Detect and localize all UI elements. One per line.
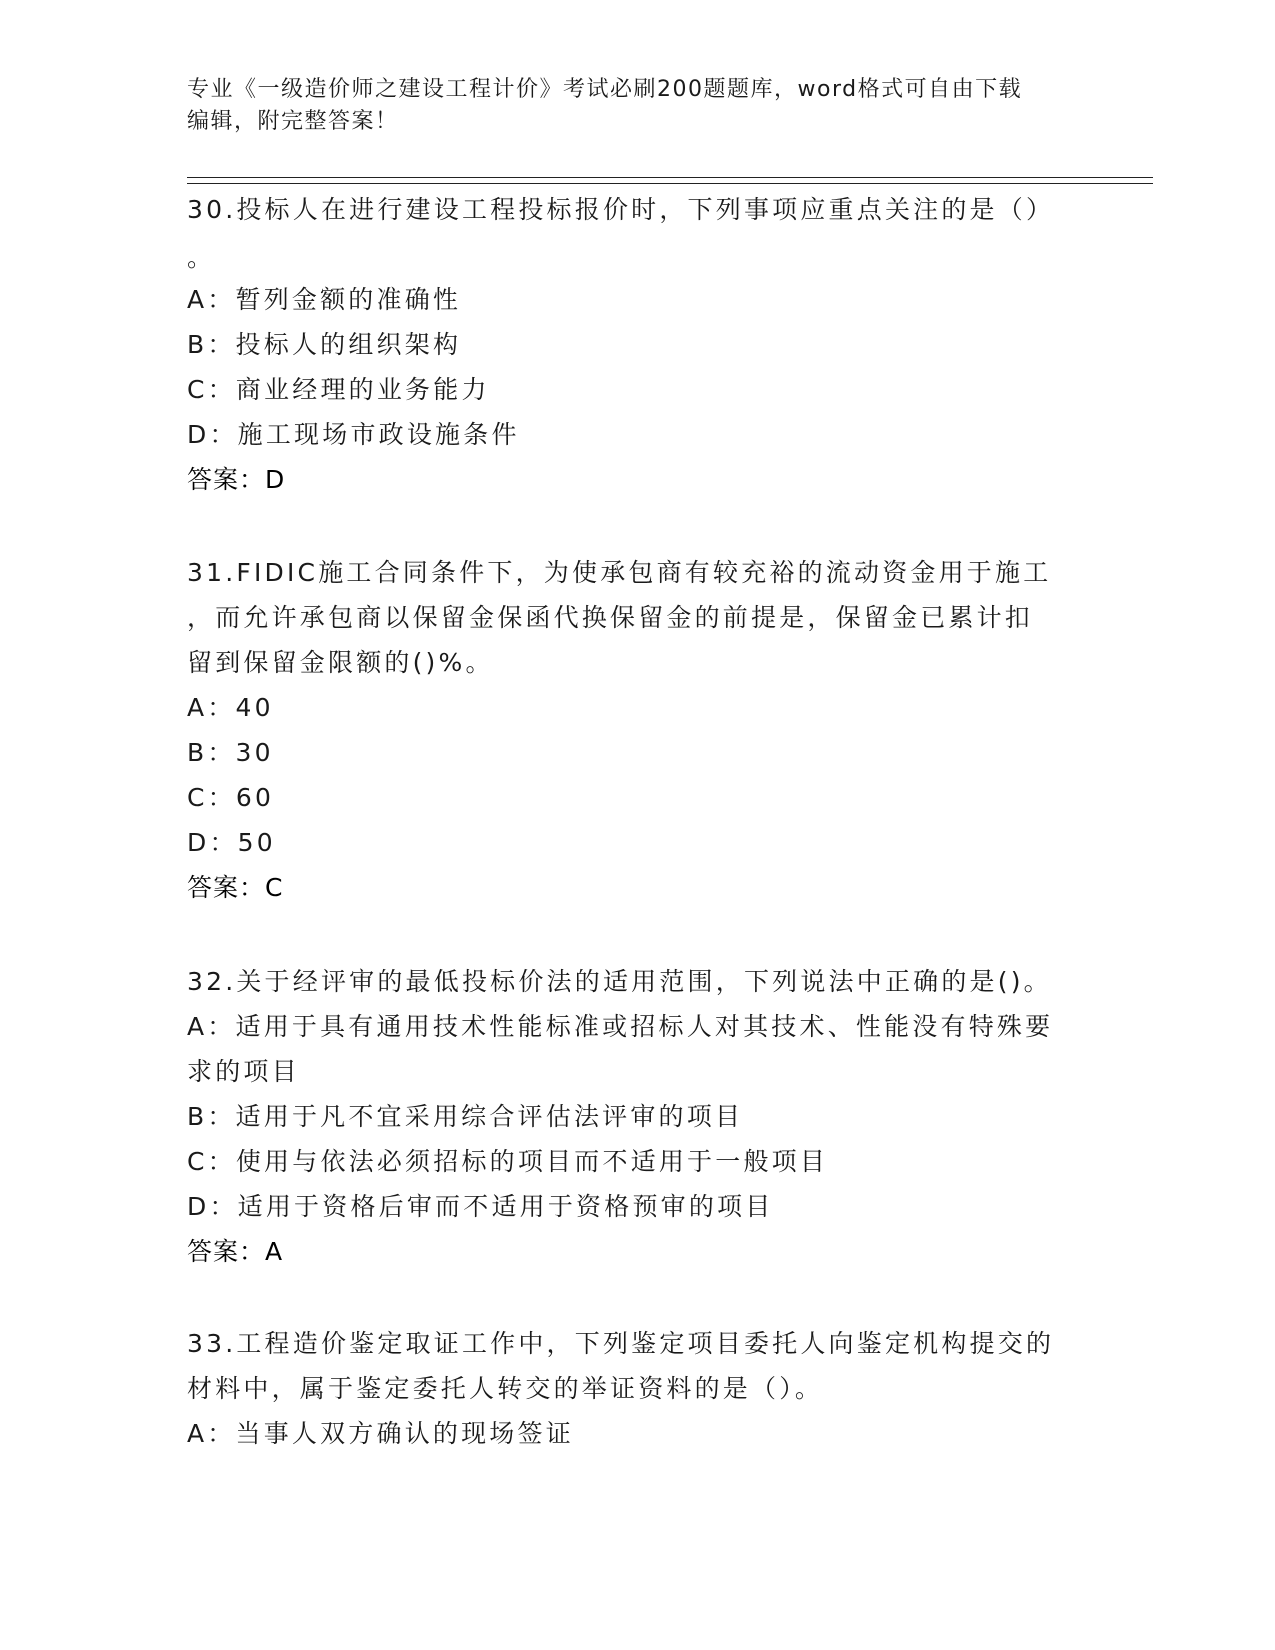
question-31-stem-line-3: 留到保留金限额的()%。 [187, 648, 494, 677]
question-32-option-a-line-2: 求的项目 [187, 1057, 300, 1086]
question-32-option-d: D：适用于资格后审而不适用于资格预审的项目 [187, 1192, 774, 1221]
question-33-option-a: A：当事人双方确认的现场签证 [187, 1419, 574, 1448]
question-31-answer: 答案：C [187, 873, 284, 902]
question-32-stem-line-1: 32.关于经评审的最低投标价法的适用范围，下列说法中正确的是()。 [187, 967, 1052, 996]
header-divider-top [187, 177, 1153, 178]
question-31-option-c: C：60 [187, 783, 275, 812]
question-30-option-a: A：暂列金额的准确性 [187, 285, 462, 314]
question-31-stem-line-2: ，而允许承包商以保留金保函代换保留金的前提是，保留金已累计扣 [187, 603, 1034, 632]
header-divider-bottom [187, 183, 1153, 184]
header-line-1: 专业《一级造价师之建设工程计价》考试必刷200题题库，word格式可自由下载 [187, 77, 1023, 102]
question-30-stem-line-1: 30.投标人在进行建设工程投标报价时，下列事项应重点关注的是（） [187, 195, 1055, 224]
question-30-option-d: D：施工现场市政设施条件 [187, 420, 520, 449]
question-32-option-a-line-1: A：适用于具有通用技术性能标准或招标人对其技术、性能没有特殊要 [187, 1012, 1054, 1041]
question-32-answer: 答案：A [187, 1237, 284, 1266]
document-header [187, 74, 1067, 138]
question-30-stem-line-2: 。 [187, 243, 216, 272]
question-31-option-d: D：50 [187, 828, 276, 857]
header-line-2: 编辑，附完整答案！ [187, 109, 399, 134]
question-32-option-b: B：适用于凡不宜采用综合评估法评审的项目 [187, 1102, 744, 1131]
question-32-option-c: C：使用与依法必须招标的项目而不适用于一般项目 [187, 1147, 829, 1176]
question-31-option-b: B：30 [187, 738, 274, 767]
question-31-option-a: A：40 [187, 693, 274, 722]
question-30-answer: 答案：D [187, 465, 286, 494]
question-33-stem-line-2: 材料中，属于鉴定委托人转交的举证资料的是（）。 [187, 1374, 824, 1403]
question-30-option-c: C：商业经理的业务能力 [187, 375, 490, 404]
question-33-stem-line-1: 33.工程造价鉴定取证工作中，下列鉴定项目委托人向鉴定机构提交的 [187, 1329, 1055, 1358]
question-30-option-b: B：投标人的组织架构 [187, 330, 462, 359]
question-31-stem-line-1: 31.FIDIC施工合同条件下，为使承包商有较充裕的流动资金用于施工 [187, 558, 1052, 587]
